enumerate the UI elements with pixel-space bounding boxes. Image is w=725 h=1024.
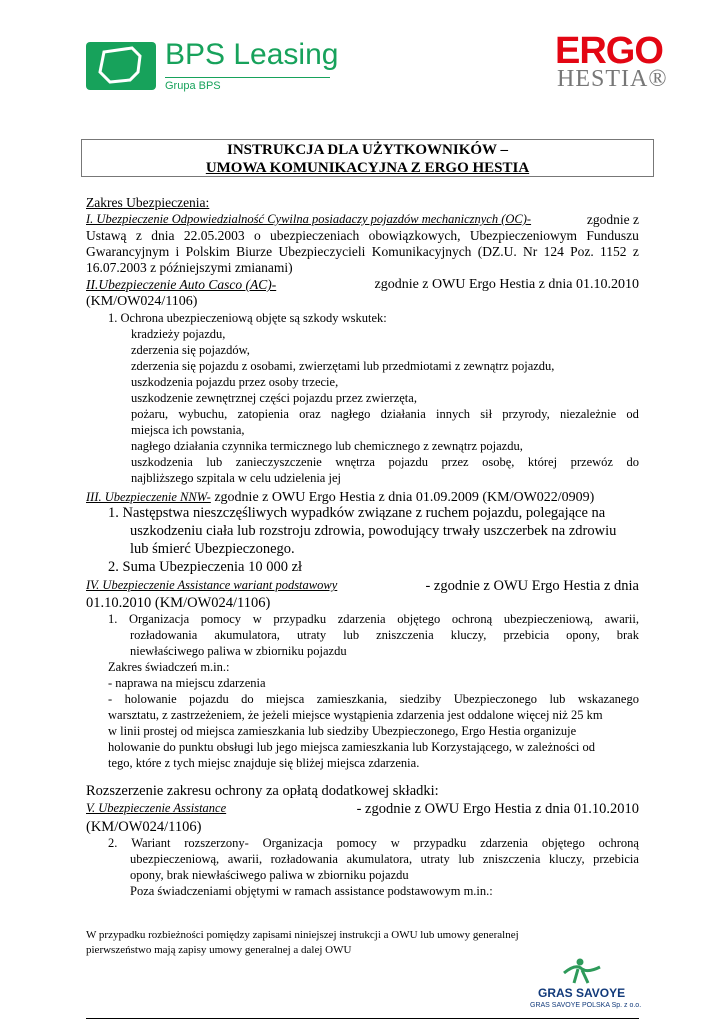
assistance-item-1-cont: niewłaściwego paliwa w zbiorniku pojazdu [130,644,347,658]
assistance-detail-cont: holowanie do punktu obsługi lub jego miejsca zamieszkania lub Korzystającego, w zależności od [108,740,596,754]
assistance-scope: Zakres świadczeń m.in.: [108,660,230,674]
title-line-2: UMOWA KOMUNIKACYJNA Z ERGO HESTIA [205,160,530,176]
scope-heading: Zakres Ubezpieczenia: [86,195,210,210]
extension-heading: Rozszerzenie zakresu ochrony za opłatą dodatkowej składki: [86,783,439,799]
extension-v-label: V. Ubezpieczenie Assistance [86,801,227,815]
ac-label: II.Ubezpieczenie Auto Casco (AC)- [86,277,277,292]
extension-v-line-1: V. Ubezpieczenie Assistance - zgodnie z OWU Ergo Hestia z dnia 01.10.2010 [86,801,639,817]
ac-list-item: nagłego działania czynnika termicznego lub chemicznego z zewnątrz pojazdu, [131,439,523,453]
ac-list-item: zderzenia się pojazdów, [131,343,250,357]
gras-savoye-name: GRAS SAVOYE [538,986,626,1000]
ac-list-item: miejsca ich powstania, [131,423,245,437]
assistance-label: IV. Ubezpieczenie Assistance wariant podstawowy [86,578,338,592]
gras-savoye-sub: GRAS SAVOYE POLSKA Sp. z o.o. [530,1002,642,1009]
nnw-label: III. Ubezpieczenie NNW- [86,490,211,504]
extension-item-2: 2. Wariant rozszerzony- Organizacja pomocy w przypadku zdarzenia objętego ochroną [108,836,639,850]
nnw-item-2: 2. Suma Ubezpieczenia 10 000 zł [108,559,303,575]
assistance-line-1: IV. Ubezpieczenie Assistance wariant podstawowy - zgodnie z OWU Ergo Hestia z dnia [86,578,639,594]
nnw-item-1: 1. Następstwa nieszczęśliwych wypadków związane z ruchem pojazdu, polegające na [108,505,606,521]
nnw-line: III. Ubezpieczenie NNW- zgodnie z OWU Ergo Hestia z dnia 01.09.2009 (KM/OW022/0909) [86,490,595,505]
ac-list-item: pożaru, wybuchu, zatopienia oraz nagłego działania innych sił przyrody, niezależnie od [131,407,639,421]
ac-list-item: uszkodzenia pojazdu przez osoby trzecie, [131,375,339,389]
extension-item-2-cont: opony, brak niewłaściwego paliwa w zbiorniku pojazdu [130,868,409,882]
bps-logo-badge [86,42,156,90]
ac-line-1: II.Ubezpieczenie Auto Casco (AC)- zgodnie z OWU Ergo Hestia z dnia 01.10.2010 [86,277,639,292]
assistance-item-1-cont: rozładowania akumulatora, utraty lub zniszczenia kluczy, przebicia opony, brak [130,628,639,642]
gras-savoye-symbol [560,957,604,985]
bps-logo-rule [165,77,330,78]
nnw-item-1-cont: lub śmierć Ubezpieczonego. [130,541,295,557]
oc-line-1: I. Ubezpieczenie Odpowiedzialność Cywilna posiadaczy pojazdów mechanicznych (OC)- zgodnie z [86,212,639,227]
assistance-detail-cont: tego, które z tych miejsc znajduje się bliżej miejsca zdarzenia. [108,756,420,770]
bps-map-icon [86,42,156,90]
ac-item-1: 1. Ochrona ubezpieczeniową objęte są szkody wskutek: [108,311,387,325]
extension-v-line-2: (KM/OW024/1106) [86,819,202,835]
assistance-item-1: 1. Organizacja pomocy w przypadku zdarzenia objętego ochroną ubezpieczeniową, awarii, [108,612,639,626]
ac-list-item: najbliższego szpitala w celu udzielenia jej [131,471,341,485]
assistance-detail: - holowanie pojazdu do miejsca zamieszkania, siedziby Ubezpieczonego lub wskazanego [108,692,639,706]
title-line-1: INSTRUKCJA DLA UŻYTKOWNIKÓW – [226,142,509,158]
footer-note-line-1: W przypadku rozbieżności pomiędzy zapisami niniejszej instrukcji a OWU lub umowy generalnej [86,929,519,941]
oc-line-4: 16.07.2003 z późniejszymi zmianami) [86,260,293,275]
ac-list-item: uszkodzenia lub zanieczyszczenie wnętrza pojazdu przez osobę, której przewóz do [131,455,639,469]
assistance-line-2: 01.10.2010 (KM/OW024/1106) [86,595,271,611]
footer-rule [86,1018,639,1019]
nnw-item-1-cont: uszkodzeniu ciała lub rozstroju zdrowia, powodujący trwały uszczerbek na zdrowiu [130,523,617,539]
oc-line-3: Gwarancyjnym i Polskim Biurze Ubezpieczycieli Komunikacyjnych (DZ.U. Nr 124 Poz. 1152 z [86,244,639,259]
hestia-logo: HESTIA® [557,66,668,92]
bps-logo-title: BPS Leasing [165,38,339,71]
oc-label: I. Ubezpieczenie Odpowiedzialność Cywilna posiadaczy pojazdów mechanicznych (OC)- [86,212,532,226]
ac-list-item: zderzenia się pojazdu z osobami, zwierzętami lub przedmiotami z zewnątrz pojazdu, [131,359,555,373]
bps-logo-subtitle: Grupa BPS [165,80,221,92]
ergo-logo: ERGO [555,30,663,72]
extension-item-2-cont: ubezpieczeniową, awarii, rozładowania akumulatora, utraty lub zniszczenia kluczy, przebicia [130,852,639,866]
document-title [81,139,654,177]
ac-list-item: uszkodzenie zewnętrznej części pojazdu przez zwierzęta, [131,391,417,405]
footer-note-line-2: pierwszeństwo mają zapisy umowy generalnej a dalej OWU [86,944,352,956]
assistance-detail: - naprawa na miejscu zdarzenia [108,676,266,690]
oc-line-2: Ustawą z dnia 22.05.2003 o ubezpieczeniach obowiązkowych, Ubezpieczeniowym Funduszu [86,228,639,243]
ac-line-2: (KM/OW024/1106) [86,294,198,309]
extension-item-2-cont: Poza świadczeniami objętymi w ramach assistance podstawowym m.in.: [130,884,493,898]
assistance-detail-cont: warsztatu, z zastrzeżeniem, że jeżeli miejsce wystąpienia zdarzenia jest oddalone więcej niż 25 km [108,708,603,722]
ac-list-item: kradzieży pojazdu, [131,327,226,341]
assistance-detail-cont: w linii prostej od miejsca zamieszkania lub siedziby Ubezpieczonego, Ergo Hestia organizuje [108,724,577,738]
